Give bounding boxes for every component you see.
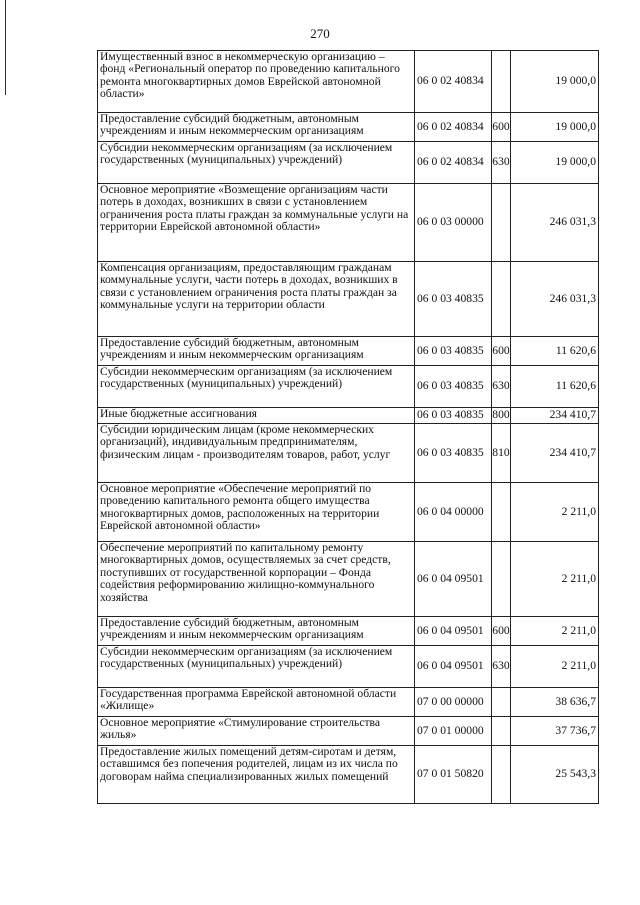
row-code-cell: 06 0 04 00000	[415, 483, 492, 542]
table-row	[98, 51, 599, 113]
row-amount-cell: 2 211,0	[511, 617, 599, 646]
row-amount-cell: 234 410,7	[511, 408, 599, 424]
row-name-cell: Обеспечение мероприятий по капитальному ремонту многоквартирных домов, осуществляемых за счет средств, поступивших от государственной корпорации – Фонда содействия реформированию жилищно-коммунального хозяйства	[98, 542, 415, 617]
row-name-cell: Предоставление субсидий бюджетным, автономным учреждениям и иным некоммерческим организациям	[98, 113, 415, 142]
table-row	[98, 337, 599, 366]
row-code-cell: 06 0 02 40834	[415, 113, 492, 142]
row-code-cell: 07 0 00 00000	[415, 688, 492, 717]
row-amount-cell: 19 000,0	[511, 142, 599, 184]
row-vr-cell: 600	[492, 617, 511, 646]
row-amount-cell: 37 736,7	[511, 717, 599, 746]
row-code-cell: 06 0 03 40835	[415, 408, 492, 424]
row-name-cell: Предоставление жилых помещений детям-сиротам и детям, оставшимся без попечения родителей, лицам из их числа по договорам найма специализированных жилых помещений	[98, 746, 415, 804]
row-name-cell: Субсидии некоммерческим организациям (за исключением государственных (муниципальных) учреждений)	[98, 646, 415, 688]
left-margin-line	[5, 0, 6, 95]
row-vr-cell: 630	[492, 142, 511, 184]
row-vr-cell: 630	[492, 646, 511, 688]
row-vr-cell	[492, 542, 511, 617]
row-amount-cell: 2 211,0	[511, 483, 599, 542]
table-row	[98, 142, 599, 184]
row-amount-cell: 234 410,7	[511, 424, 599, 483]
row-code-cell: 06 0 02 40834	[415, 51, 492, 113]
table-row	[98, 408, 599, 424]
table-row	[98, 483, 599, 542]
row-amount-cell: 2 211,0	[511, 542, 599, 617]
row-amount-cell: 11 620,6	[511, 337, 599, 366]
table-row	[98, 646, 599, 688]
row-vr-cell: 800	[492, 408, 511, 424]
row-name-cell: Государственная программа Еврейской автономной области «Жилище»	[98, 688, 415, 717]
row-vr-cell: 630	[492, 366, 511, 408]
row-name-cell: Имущественный взнос в некоммерческую организацию – фонд «Региональный оператор по проведению капитального ремонта многоквартирных домов Еврейской автономной области»	[98, 51, 415, 113]
table-row	[98, 424, 599, 483]
row-amount-cell: 19 000,0	[511, 51, 599, 113]
row-code-cell: 07 0 01 00000	[415, 717, 492, 746]
row-name-cell: Предоставление субсидий бюджетным, автономным учреждениям и иным некоммерческим организациям	[98, 617, 415, 646]
page-number: 270	[310, 26, 330, 41]
row-vr-cell: 810	[492, 424, 511, 483]
row-vr-cell	[492, 262, 511, 337]
table-row	[98, 717, 599, 746]
row-name-cell: Основное мероприятие «Стимулирование строительства жилья»	[98, 717, 415, 746]
row-name-cell: Субсидии юридическим лицам (кроме некоммерческих организаций), индивидуальным предпринимателям, физическим лицам - производителям товаров, работ, услуг	[98, 424, 415, 483]
row-name-cell: Субсидии некоммерческим организациям (за исключением государственных (муниципальных) учреждений)	[98, 366, 415, 408]
row-amount-cell: 246 031,3	[511, 262, 599, 337]
row-vr-cell: 600	[492, 113, 511, 142]
row-code-cell: 06 0 03 40835	[415, 262, 492, 337]
row-code-cell: 06 0 02 40834	[415, 142, 492, 184]
row-name-cell: Компенсация организациям, предоставляющим гражданам коммунальные услуги, части потерь в доходах, возникших в связи с установлением ограничения роста платы граждан за коммунальные услуги на территории области	[98, 262, 415, 337]
row-vr-cell	[492, 483, 511, 542]
row-vr-cell	[492, 717, 511, 746]
table-row	[98, 542, 599, 617]
table-row	[98, 184, 599, 262]
row-amount-cell: 38 636,7	[511, 688, 599, 717]
row-code-cell: 06 0 04 09501	[415, 617, 492, 646]
row-code-cell: 06 0 03 40835	[415, 337, 492, 366]
row-name-cell: Предоставление субсидий бюджетным, автономным учреждениям и иным некоммерческим организациям	[98, 337, 415, 366]
row-name-cell: Основное мероприятие «Возмещение организациям части потерь в доходах, возникших в связи с установлением ограничения роста платы граждан за коммунальные услуги на территории Еврейской автономной области»	[98, 184, 415, 262]
row-vr-cell	[492, 688, 511, 717]
table-row	[98, 746, 599, 804]
row-vr-cell: 600	[492, 337, 511, 366]
table-row	[98, 688, 599, 717]
row-amount-cell: 11 620,6	[511, 366, 599, 408]
row-name-cell: Иные бюджетные ассигнования	[98, 408, 415, 424]
row-vr-cell	[492, 746, 511, 804]
row-code-cell: 06 0 03 40835	[415, 366, 492, 408]
table-row	[98, 113, 599, 142]
row-code-cell: 06 0 03 00000	[415, 184, 492, 262]
row-code-cell: 06 0 04 09501	[415, 542, 492, 617]
row-code-cell: 06 0 03 40835	[415, 424, 492, 483]
table-row	[98, 617, 599, 646]
table-row	[98, 366, 599, 408]
row-amount-cell: 25 543,3	[511, 746, 599, 804]
table-row	[98, 262, 599, 337]
row-vr-cell	[492, 184, 511, 262]
row-code-cell: 07 0 01 50820	[415, 746, 492, 804]
row-amount-cell: 19 000,0	[511, 113, 599, 142]
row-amount-cell: 2 211,0	[511, 646, 599, 688]
row-name-cell: Субсидии некоммерческим организациям (за исключением государственных (муниципальных) учреждений)	[98, 142, 415, 184]
budget-table-body	[98, 51, 599, 804]
row-amount-cell: 246 031,3	[511, 184, 599, 262]
row-name-cell: Основное мероприятие «Обеспечение мероприятий по проведению капитального ремонта общего имущества многоквартирных домов, расположенных на территории Еврейской автономной области»	[98, 483, 415, 542]
row-code-cell: 06 0 04 09501	[415, 646, 492, 688]
budget-table	[97, 50, 599, 804]
row-vr-cell	[492, 51, 511, 113]
